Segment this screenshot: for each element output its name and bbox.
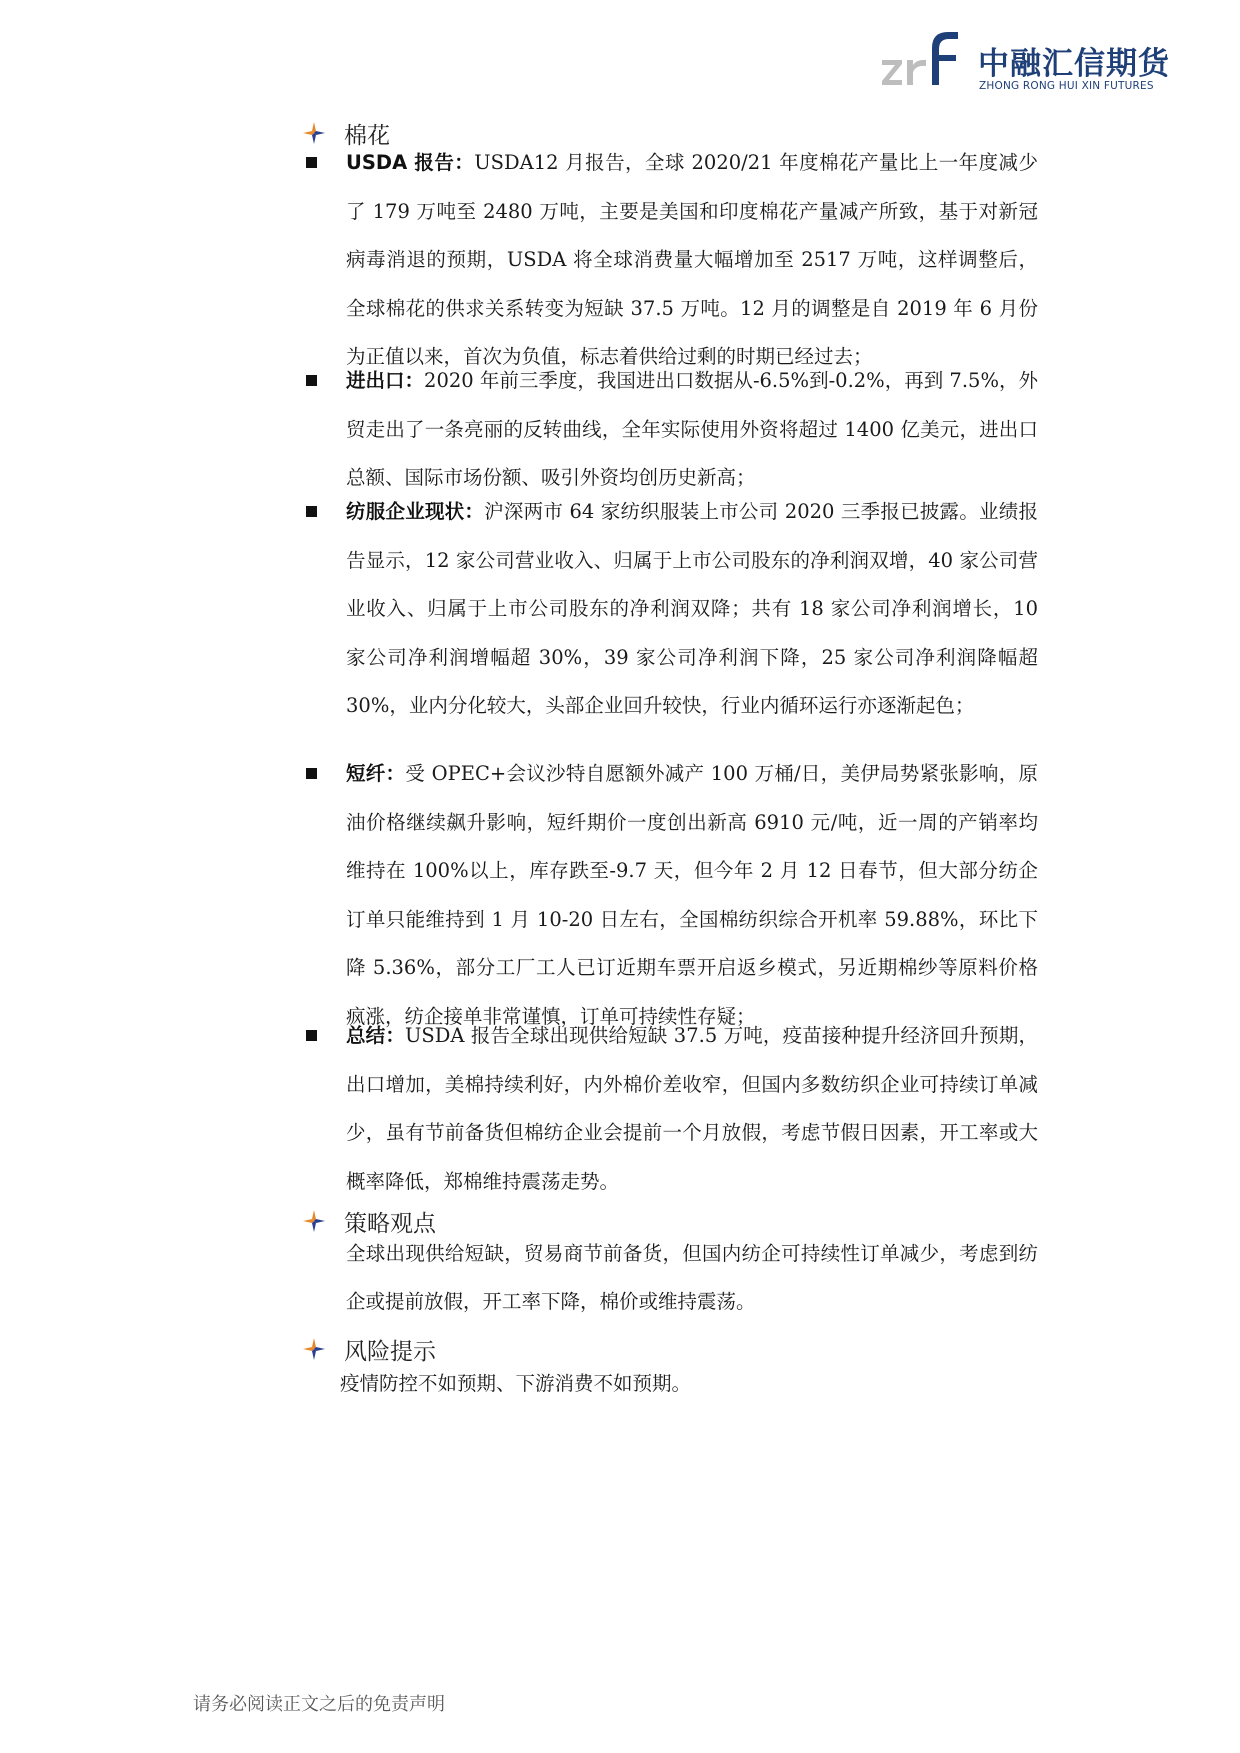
section-title: 策略观点 [344,1210,436,1237]
square-bullet-icon [306,506,317,517]
item-body [346,357,1038,503]
item-body [346,1012,1038,1206]
item-text: USDA 报告全球出现供给短缺 37.5 万吨，疫苗接种提升经济回升预期，出口增加，美棉持续利好，内外棉价差收窄，但国内多数纺织企业可持续订单减少，虽有节前备货但棉纺企业会提前一个月放假，考虑节假日因素，开工率或大概率降低，郑棉维持震荡走势。 [346,1024,1038,1193]
risk-paragraph: 疫情防控不如预期、下游消费不如预期。 [340,1372,692,1395]
list-item-staple-fiber [302,750,1038,1042]
star-bullet-icon [302,1209,326,1233]
square-bullet-icon [306,768,317,779]
company-logo [880,28,1170,92]
item-label: 纺服企业现状： [346,500,485,523]
item-body [346,139,1038,382]
square-bullet-icon [306,157,317,168]
star-bullet-icon [302,1337,326,1361]
list-item-import-export [302,357,1038,503]
item-label: 短纤： [346,762,406,785]
disclaimer-footer: 请务必阅读正文之后的免责声明 [193,1694,445,1715]
item-label: 进出口： [346,369,425,392]
zrf-logo-icon [880,28,960,90]
item-text: USDA12 月报告，全球 2020/21 年度棉花产量比上一年度减少了 179 万吨至 2480 万吨，主要是美国和印度棉花产量减产所致，基于对新冠病毒消退的预期，USDA 将全球消费量大幅增加至 2517 万吨，这样调整后，全球棉花的供求关系转变为短缺 37.5 万吨。12 月的调整是自 2019 年 6 月份为正值以来，首次为负值，标志着供给过剩的时期已经过去； [346,151,1038,369]
square-bullet-icon [306,1030,317,1041]
item-body [346,750,1038,1042]
section-title: 棉花 [344,122,390,149]
item-text: 沪深两市 64 家纺织服装上市公司 2020 三季报已披露。业绩报告显示，12 家公司营业收入、归属于上市公司股东的净利润双增，40 家公司营业收入、归属于上市公司股东的净利润双降；共有 18 家公司净利润增长，10 家公司净利润增幅超 30%，39 家公司净利润下降，25 家公司净利润降幅超 30%，业内分化较大，头部企业回升较快，行业内循环运行亦逐渐起色； [346,500,1038,718]
list-item-textile-companies [302,488,1038,731]
item-text: 受 OPEC+会议沙特自愿额外减产 100 万桶/日，美伊局势紧张影响，原油价格继续飙升影响，短纤期价一度创出新高 6910 元/吨，近一周的产销率均维持在 100%以上，库存跌至-9.7 天，但今年 2 月 12 日春节，但大部分纺企订单只能维持到 1 月 10-20 日左右，全国棉纺织综合开机率 59.88%，环比下降 5.36%，部分工厂工人已订近期车票开启返乡模式，另近期棉纱等原料价格疯涨，纺企接单非常谨慎，订单可持续性存疑； [346,762,1038,1028]
item-body [346,488,1038,731]
logo-english-name: ZHONG RONG HUI XIN FUTURES [979,80,1154,92]
item-label: USDA 报告： [346,151,475,174]
list-item-usda [302,139,1038,382]
logo-chinese-name: 中融汇信期货 [978,46,1170,82]
strategy-paragraph: 全球出现供给短缺，贸易商节前备货，但国内纺企可持续性订单减少，考虑到纺企或提前放假，开工率下降，棉价或维持震荡。 [346,1242,1038,1313]
list-item-summary [302,1012,1038,1206]
section-title: 风险提示 [344,1338,436,1365]
square-bullet-icon [306,375,317,386]
item-label: 总结： [346,1024,405,1047]
item-text: 2020 年前三季度，我国进出口数据从-6.5%到-0.2%，再到 7.5%，外贸走出了一条亮丽的反转曲线，全年实际使用外资将超过 1400 亿美元，进出口总额、国际市场份额、吸引外资均创历史新高； [346,369,1038,490]
